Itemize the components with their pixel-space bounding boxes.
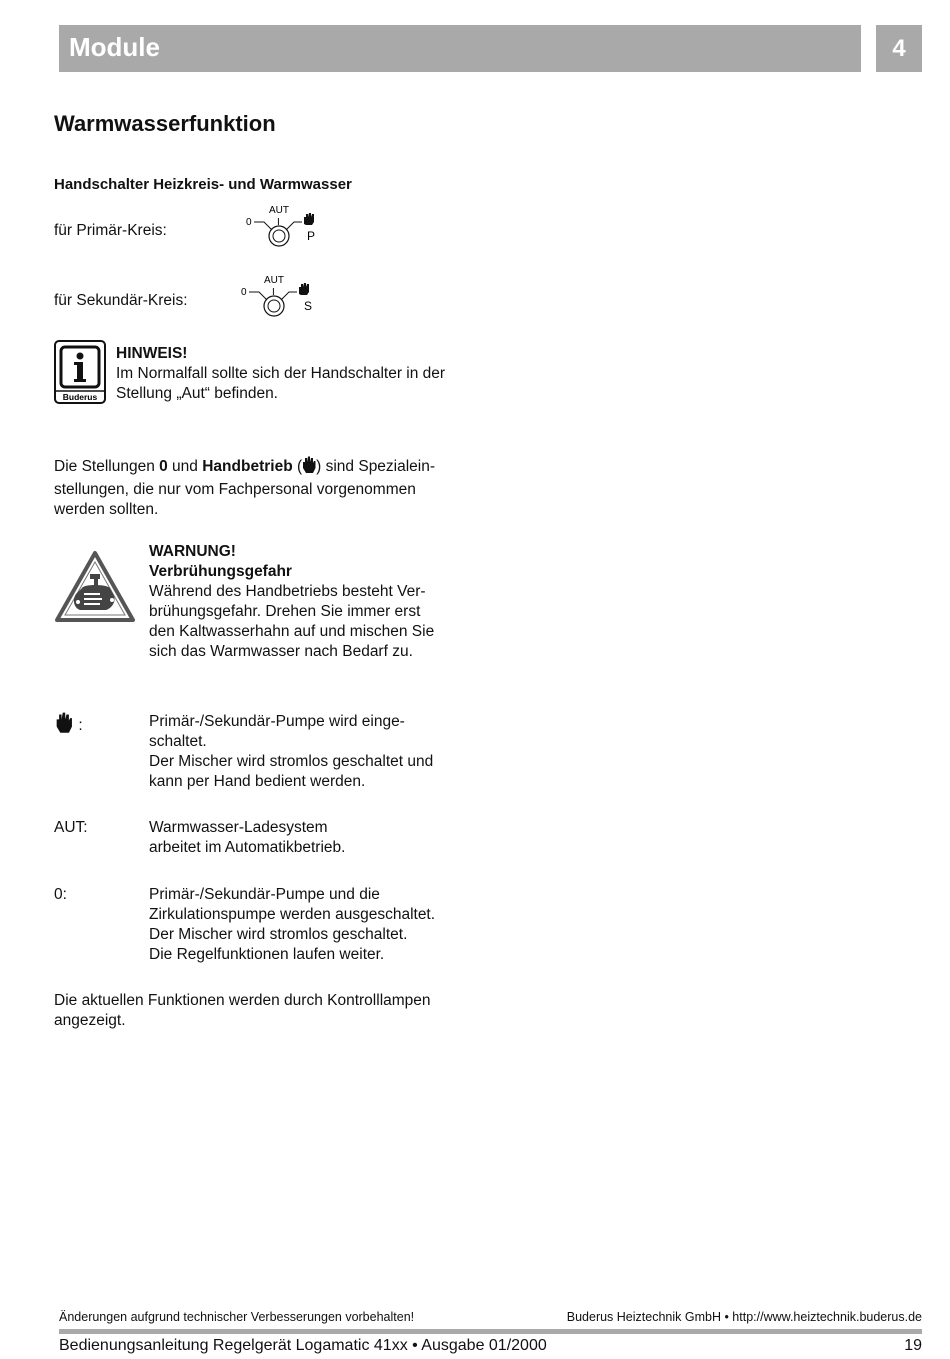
- positions-text-mid: und: [167, 458, 203, 475]
- hand-icon: [54, 712, 74, 740]
- hand-icon: [302, 456, 316, 480]
- definition-line: Primär-/Sekundär-Pumpe wird einge-: [149, 713, 405, 730]
- definition-off-key: 0:: [54, 886, 67, 903]
- info-symbol: [56, 342, 104, 402]
- definition-line: Zirkulationspumpe werden ausgeschaltet.: [149, 906, 436, 923]
- positions-line3: werden sollten.: [54, 501, 159, 518]
- info-icon-brand: Buderus: [62, 392, 98, 402]
- secondary-switch-diagram: [235, 270, 325, 320]
- secondary-circuit-label: für Sekundär-Kreis:: [54, 292, 188, 309]
- secondary-switch-icon: [235, 270, 325, 320]
- header-title: Module: [69, 32, 160, 62]
- note-text-line2: Stellung „Aut“ befinden.: [116, 385, 278, 402]
- definition-aut-key: AUT:: [54, 819, 88, 836]
- closing-paragraph: [54, 991, 484, 1031]
- definition-aut-text: [149, 818, 479, 858]
- closing-line1: Die aktuellen Funktionen werden durch Kontrolllampen: [54, 992, 431, 1009]
- positions-text-pre: Die Stellungen: [54, 458, 160, 475]
- closing-line2: angezeigt.: [54, 1012, 126, 1029]
- definition-line: Die Regelfunktionen laufen weiter.: [149, 946, 385, 963]
- section-title: Warmwasserfunktion: [54, 111, 276, 136]
- footer-disclaimer: Änderungen aufgrund technischer Verbesserungen vorbehalten!: [59, 1310, 415, 1324]
- definition-line: kann per Hand bedient werden.: [149, 773, 366, 790]
- definition-line: Warmwasser-Ladesystem: [149, 819, 328, 836]
- header-bar: [59, 25, 861, 72]
- primary-switch-icon: [240, 200, 330, 250]
- secondary-switch-aut: AUT: [264, 275, 284, 286]
- note-heading: HINWEIS!: [116, 345, 188, 362]
- secondary-switch-off: 0: [241, 287, 247, 298]
- primary-circuit-label: für Primär-Kreis:: [54, 222, 167, 239]
- definition-line: Der Mischer wird stromlos geschaltet und: [149, 753, 434, 770]
- primary-switch-mid: I: [277, 217, 280, 228]
- note-block: [116, 344, 476, 404]
- positions-paragraph: [54, 456, 474, 520]
- chapter-number: 4: [876, 25, 922, 72]
- positions-open-paren: (: [292, 458, 303, 475]
- footer-manual-title: Bedienungsanleitung Regelgerät Logamatic 41xx • Ausgabe 01/2000: [59, 1337, 547, 1354]
- section-subtitle: Handschalter Heizkreis- und Warmwasser: [54, 176, 352, 193]
- primary-switch-letter: P: [307, 229, 316, 243]
- secondary-switch-letter: S: [304, 299, 313, 313]
- page-number: 19: [904, 1337, 922, 1354]
- positions-hand: Handbetrieb: [202, 458, 293, 475]
- warning-block: [149, 542, 479, 662]
- definition-line: schaltet.: [149, 733, 207, 750]
- warning-heading: WARNUNG!: [149, 543, 236, 560]
- footer-divider: [59, 1329, 922, 1334]
- definition-off-text: [149, 885, 479, 965]
- positions-line2: stellungen, die nur vom Fachpersonal vorgenommen: [54, 481, 416, 498]
- warning-line3: den Kaltwasserhahn auf und mischen Sie: [149, 623, 435, 640]
- warning-subheading: Verbrühungsgefahr: [149, 563, 292, 580]
- primary-switch-aut: AUT: [269, 205, 289, 216]
- note-text-line1: Im Normalfall sollte sich der Handschalter in der: [116, 365, 446, 382]
- positions-text-post: ) sind Spezialein-: [316, 458, 436, 475]
- definition-hand-text: [149, 712, 479, 792]
- scald-warning-icon: [54, 550, 136, 629]
- definition-line: Der Mischer wird stromlos geschaltet.: [149, 926, 408, 943]
- secondary-switch-mid: I: [272, 287, 275, 298]
- positions-zero: 0: [159, 458, 168, 475]
- info-icon: [54, 340, 106, 404]
- warning-line1: Während des Handbetriebs besteht Ver-: [149, 583, 426, 600]
- primary-switch-diagram: [240, 200, 330, 250]
- definition-line: Primär-/Sekundär-Pumpe und die: [149, 886, 380, 903]
- primary-switch-off: 0: [246, 217, 252, 228]
- footer-company: Buderus Heiztechnik GmbH • http://www.heiztechnik.buderus.de: [566, 1310, 922, 1324]
- definition-line: arbeitet im Automatikbetrieb.: [149, 839, 346, 856]
- definition-hand-colon: :: [78, 717, 83, 734]
- warning-line2: brühungsgefahr. Drehen Sie immer erst: [149, 603, 421, 620]
- warning-line4: sich das Warmwasser nach Bedarf zu.: [149, 643, 413, 660]
- definition-hand-key: [54, 712, 83, 740]
